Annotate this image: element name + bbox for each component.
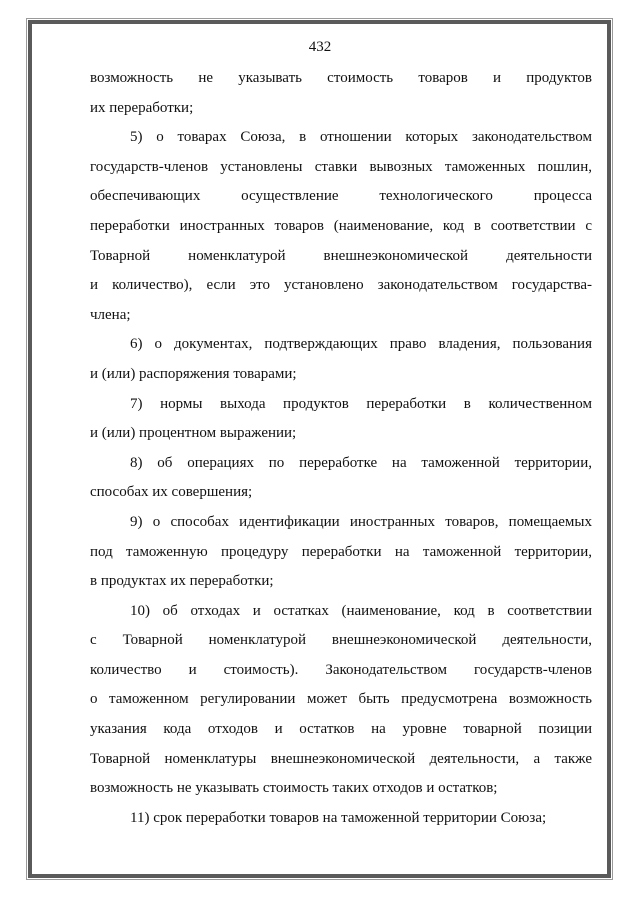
paragraph [90, 449, 592, 508]
text-line: количество и стоимость). Законодательством государств-членов [90, 661, 592, 678]
paragraph [90, 64, 592, 123]
text-line: Товарной номенклатурой внешнеэкономической деятельности [90, 247, 592, 264]
text-line: о таможенном регулировании может быть предусмотрена возможность [90, 691, 592, 708]
paragraph [90, 390, 592, 449]
paragraph [90, 330, 592, 389]
text-line: 10) об отходах и остатках (наименование, код в соответствии [130, 602, 592, 619]
paragraph [90, 508, 592, 597]
text-line: под таможенную процедуру переработки на таможенной территории, [90, 543, 592, 560]
text-line: Товарной номенклатуры внешнеэкономической деятельности, а также [90, 750, 592, 767]
text-line: переработки иностранных товаров (наименование, код в соответствии с [90, 217, 592, 234]
text-line: возможность не указывать стоимость товаров и продуктов [90, 70, 592, 86]
text-line: 5) о товарах Союза, в отношении которых законодательством [130, 129, 592, 146]
text-line: обеспечивающих осуществление технологического процесса [90, 188, 592, 205]
document-body [90, 64, 592, 833]
paragraph [90, 123, 592, 330]
paragraph [90, 597, 592, 804]
page-number: 432 [308, 39, 332, 55]
text-line: с Товарной номенклатурой внешнеэкономической деятельности, [90, 632, 592, 649]
text-line: и количество), если это установлено законодательством государства- [90, 277, 592, 294]
text-line: и (или) процентном выражении; [90, 425, 297, 442]
text-line: возможность не указывать стоимость таких отходов и остатков; [90, 780, 498, 797]
text-line: способах их совершения; [90, 484, 253, 501]
text-line: указания кода отходов и остатков на уровне товарной позиции [90, 721, 592, 738]
text-line: в продуктах их переработки; [90, 573, 274, 590]
text-line: 11) срок переработки товаров на таможенной территории Союза; [130, 809, 547, 826]
paragraph [90, 804, 592, 834]
text-line: 9) о способах идентификации иностранных товаров, помещаемых [130, 513, 592, 530]
text-line: 7) нормы выхода продуктов переработки в количественном [130, 395, 592, 412]
text-line: и (или) распоряжения товарами; [90, 365, 297, 382]
text-line: члена; [90, 306, 131, 323]
text-line: 8) об операциях по переработке на таможенной территории, [130, 454, 592, 471]
text-line: государств-членов установлены ставки вывозных таможенных пошлин, [90, 158, 592, 175]
text-line: 6) о документах, подтверждающих право владения, пользования [130, 336, 592, 353]
text-line: их переработки; [90, 99, 194, 116]
